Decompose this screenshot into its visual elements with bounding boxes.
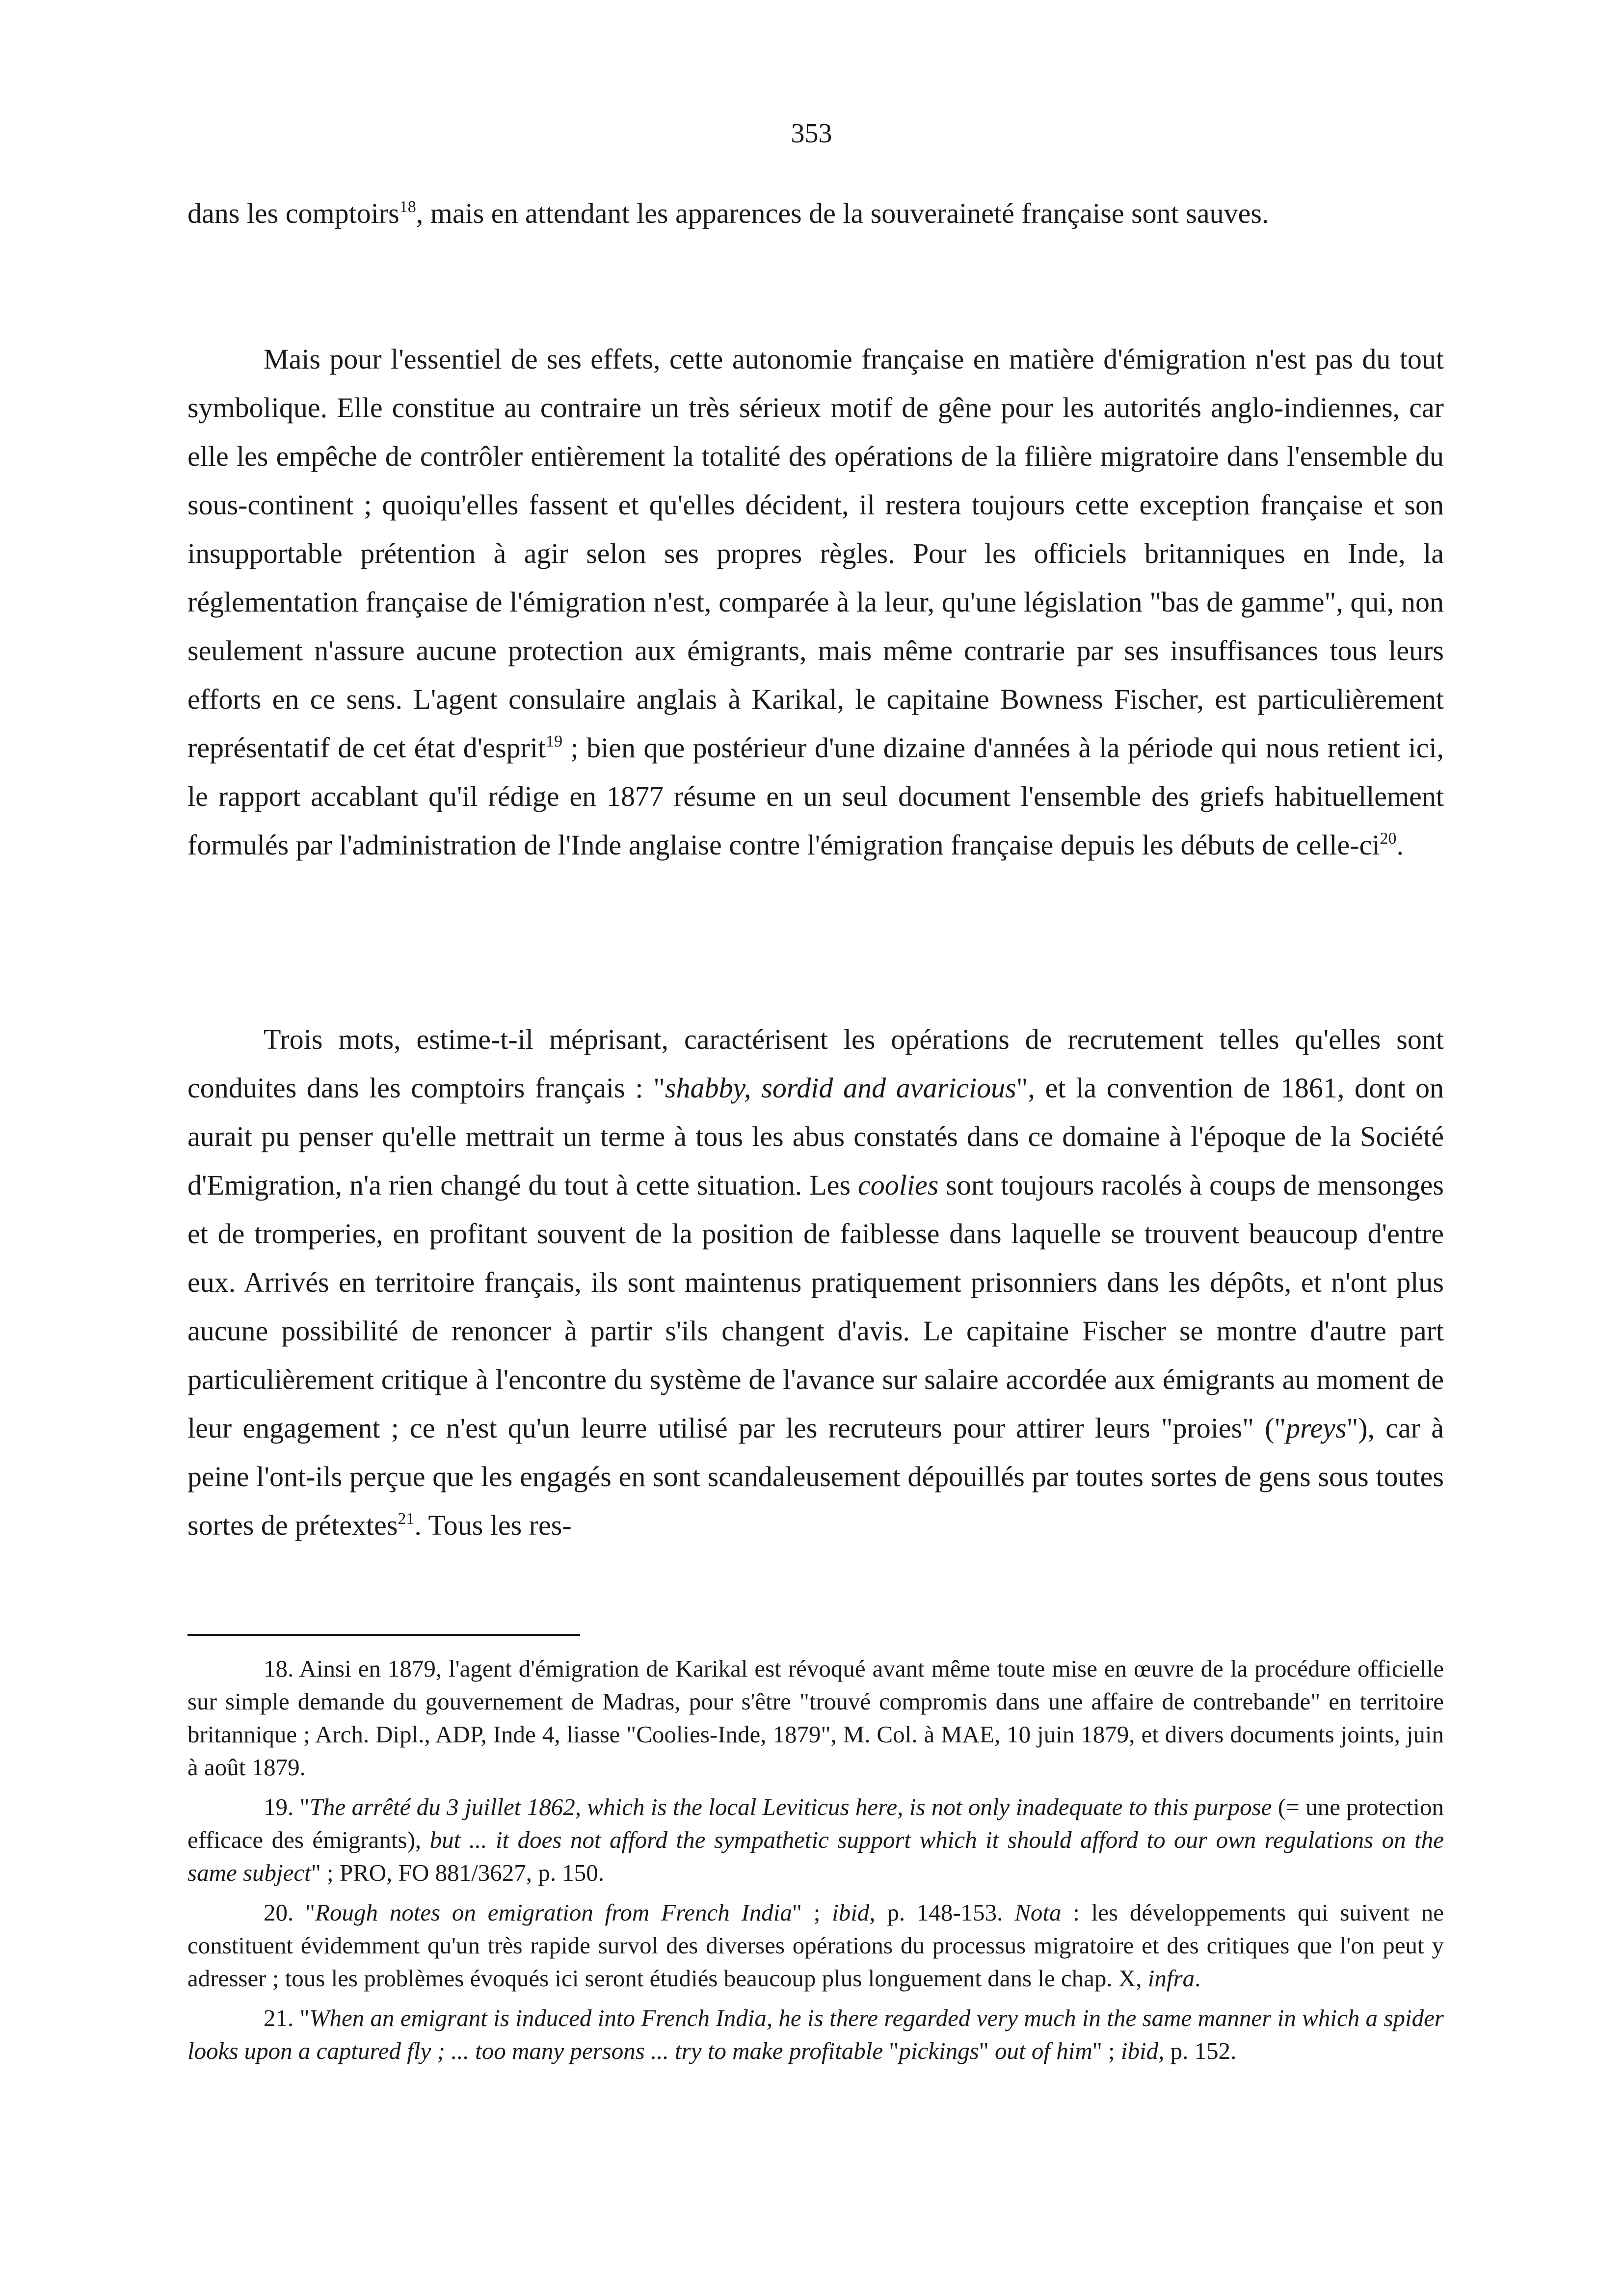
footnote-ref-19[interactable]: 19 — [546, 732, 563, 750]
text-span: . — [1195, 1965, 1201, 1992]
text-span: . — [1396, 829, 1404, 861]
text-span: " — [979, 2037, 995, 2064]
italic-quote: out of him — [995, 2037, 1092, 2064]
italic-term: infra — [1147, 1965, 1195, 1992]
italic-term: Nota — [1014, 1899, 1062, 1926]
text-span: " ; — [1092, 2037, 1121, 2064]
paragraph-1 — [187, 189, 1444, 238]
italic-quote: shabby, sordid and avaricious — [665, 1072, 1016, 1104]
italic-quote: The arrêté du 3 juillet 1862, which is the local Leviticus here, is not only inadequate to this purpose — [309, 1793, 1272, 1820]
page-number: 353 — [791, 118, 832, 149]
italic-term: ibid — [1120, 2037, 1159, 2064]
text-span: Mais pour l'essentiel de ses effets, cette autonomie française en matière d'émigration n'est pas du tout symbolique. Elle constitue au contraire un très sérieux motif de gêne pour les autorités anglo-indiennes, car elle les empêche de contrôler entièrement la totalité des opérations de la filière migratoire dans l'ensemble du sous-continent ; quoiqu'elles fassent et qu'elles décident, il restera toujours cette exception française et son insupportable prétention à agir selon ses propres règles. Pour les officiels britanniques en Inde, la réglementation française de l'émigration n'est, comparée à la leur, qu'une législation "bas de gamme", qui, non seulement n'assure aucune protection aux émigrants, mais même contrarie par ses insuffisances tous leurs efforts en ce sens. L'agent consulaire anglais à Karikal, le capitaine Bowness Fischer, est particulièrement représentatif de cet état d'esprit — [187, 343, 1444, 764]
text-span: ", et la convention de 1861, dont on aurait pu penser qu'elle mettrait un terme à tous les abus constatés dans ce domaine à l'époque de la Société d'Emigration, n'a rien changé du tout à cette situation. Les — [187, 1072, 1444, 1201]
text-span: . Tous les res- — [414, 1509, 572, 1541]
italic-term: coolies — [858, 1169, 939, 1201]
footnote-19 — [187, 1790, 1444, 1889]
italic-quote: Rough notes on emigration from French India — [315, 1899, 792, 1926]
footnote-ref-18[interactable]: 18 — [399, 198, 416, 216]
footnote-ref-21[interactable]: 21 — [398, 1510, 415, 1528]
italic-term: preys — [1286, 1412, 1347, 1444]
text-span: ; bien que postérieur d'une dizaine d'années à la période qui nous retient ici, le rapport accablant qu'il rédige en 1877 résume en un seul document l'ensemble des griefs habituellement formulés par l'administration de l'Inde anglaise contre l'émigration française depuis les débuts de celle-ci — [187, 732, 1444, 861]
text-span: dans les comptoirs — [187, 197, 399, 229]
text-span: " ; PRO, FO 881/3627, p. 150. — [311, 1859, 604, 1886]
text-span: 21. " — [264, 2004, 310, 2031]
footnote-separator — [187, 1634, 580, 1636]
paragraph-3 — [187, 1015, 1444, 1549]
text-span: 18. Ainsi en 1879, l'agent d'émigration de Karikal est révoqué avant même toute mise en œuvre de la procédure officielle sur simple demande du gouvernement de Madras, pour s'être "trouvé compromis dans une affaire de contrebande" en territoire britannique ; Arch. Dipl., ADP, Inde 4, liasse "Coolies-Inde, 1879", M. Col. à MAE, 10 juin 1879, et divers documents joints, juin à août 1879. — [187, 1655, 1444, 1781]
paragraph-2 — [187, 335, 1444, 869]
text-span: " ; — [792, 1899, 832, 1926]
italic-term: pickings — [899, 2037, 979, 2064]
footnote-ref-20[interactable]: 20 — [1380, 829, 1397, 848]
footnote-18 — [187, 1652, 1444, 1784]
footnote-20 — [187, 1896, 1444, 1995]
text-span: : les développements qui suivent ne constituent évidemment qu'un très rapide survol des diverses opérations du processus migratoire et des critiques que l'on peut y adresser ; tous les problèmes évoqués ici seront étudiés beaucoup plus longuement dans le chap. X, — [187, 1899, 1444, 1992]
text-span: Trois mots, estime-t-il méprisant, caractérisent les opérations de recrutement telles qu'elles sont conduites dans les comptoirs français : " — [187, 1023, 1444, 1104]
text-span: , p. 152. — [1158, 2037, 1237, 2064]
text-span: (= une protection efficace des émigrants), — [187, 1793, 1444, 1853]
text-span: , mais en attendant les apparences de la souveraineté française sont sauves. — [416, 197, 1269, 229]
text-span: "), car à peine l'ont-ils perçue que les engagés en sont scandaleusement dépouillés par toutes sortes de gens sous toutes sortes de prétextes — [187, 1412, 1444, 1541]
text-span: 20. " — [264, 1899, 316, 1926]
italic-quote: but ... it does not afford the sympathetic support which it should afford to our own regulations on the same subject — [187, 1826, 1444, 1886]
text-span: 19. " — [264, 1793, 310, 1820]
text-span: , p. 148-153. — [869, 1899, 1015, 1926]
italic-quote: When an emigrant is induced into French India, he is there regarded very much in the same manner in which a spider looks upon a captured fly ; ... too many persons ... try to make profitable — [187, 2004, 1444, 2064]
text-span: " — [889, 2037, 899, 2064]
italic-term: ibid — [832, 1899, 870, 1926]
footnote-21 — [187, 2002, 1444, 2067]
footnotes — [187, 1652, 1444, 2074]
text-span: sont toujours racolés à coups de mensonges et de tromperies, en profitant souvent de la position de faiblesse dans laquelle se trouvent beaucoup d'entre eux. Arrivés en territoire français, ils sont maintenus pratiquement prisonniers dans les dépôts, et n'ont plus aucune possibilité de renoncer à partir s'ils changent d'avis. Le capitaine Fischer se montre d'autre part particulièrement critique à l'encontre du système de l'avance sur salaire accordée aux émigrants au moment de leur engagement ; ce n'est qu'un leurre utilisé par les recruteurs pour attirer leurs "proies" (" — [187, 1169, 1444, 1444]
